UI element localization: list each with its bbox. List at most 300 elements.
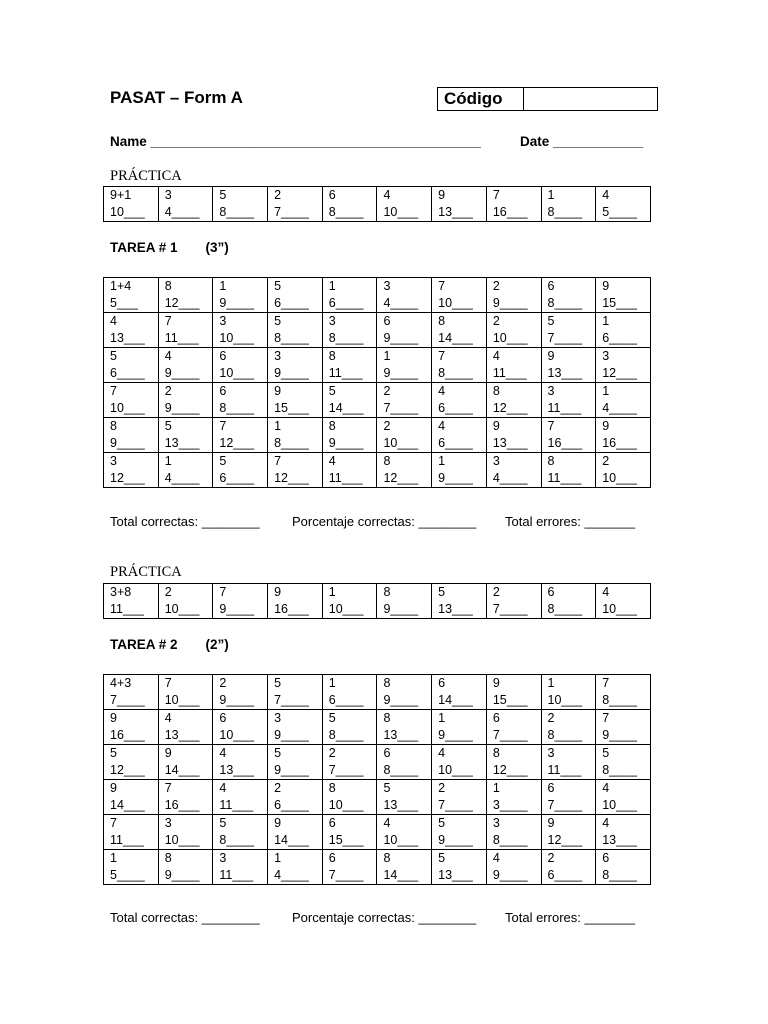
sum-answer: 7____ xyxy=(492,602,528,616)
number-cell[interactable] xyxy=(432,453,487,488)
number-cell[interactable] xyxy=(596,278,651,313)
number-cell[interactable] xyxy=(541,383,596,418)
sum-answer: 9____ xyxy=(164,868,200,882)
number-cell[interactable] xyxy=(541,780,596,815)
table-row xyxy=(104,780,651,815)
number-cell[interactable] xyxy=(486,675,541,710)
stimulus-number: 6 xyxy=(383,314,391,328)
number-cell[interactable] xyxy=(596,780,651,815)
number-cell[interactable] xyxy=(322,850,377,885)
number-cell[interactable] xyxy=(486,780,541,815)
codigo-field[interactable] xyxy=(524,88,657,110)
stimulus-number: 2 xyxy=(492,279,500,293)
number-cell[interactable] xyxy=(432,815,487,850)
number-cell[interactable] xyxy=(158,383,213,418)
task-1-heading xyxy=(110,240,229,255)
stimulus-number: 3 xyxy=(547,746,555,760)
number-cell[interactable] xyxy=(268,418,323,453)
number-cell[interactable] xyxy=(104,453,159,488)
number-cell[interactable] xyxy=(213,453,268,488)
table-row xyxy=(104,745,651,780)
sum-answer: 9____ xyxy=(383,602,419,616)
sum-answer: 9____ xyxy=(383,693,419,707)
sum-answer: 4____ xyxy=(602,401,637,415)
number-cell[interactable] xyxy=(268,850,323,885)
sum-answer: 10___ xyxy=(383,436,419,450)
sum-answer: 12___ xyxy=(164,296,200,310)
number-cell[interactable] xyxy=(596,418,651,453)
stimulus-number: 8 xyxy=(110,419,117,433)
stimulus-number: 7 xyxy=(438,279,446,293)
codigo-box xyxy=(437,87,658,111)
number-cell[interactable] xyxy=(377,850,432,885)
number-cell[interactable] xyxy=(486,348,541,383)
sum-answer: 8____ xyxy=(438,366,473,380)
stimulus-number: 3 xyxy=(328,314,336,328)
number-cell[interactable] xyxy=(486,745,541,780)
number-cell[interactable] xyxy=(596,383,651,418)
sum-answer: 14___ xyxy=(328,401,364,415)
stimulus-number: 6 xyxy=(547,781,555,795)
stimulus-number: 5 xyxy=(110,746,117,760)
number-cell[interactable] xyxy=(158,584,213,619)
stimulus-number: 3 xyxy=(383,279,391,293)
sum-answer: 13___ xyxy=(547,366,583,380)
sum-answer: 10___ xyxy=(328,798,364,812)
stimulus-number: 4 xyxy=(602,816,610,830)
sum-answer: 6____ xyxy=(328,296,364,310)
number-cell[interactable] xyxy=(322,710,377,745)
sum-answer: 10___ xyxy=(110,205,145,219)
number-cell[interactable] xyxy=(596,584,651,619)
number-cell[interactable] xyxy=(377,418,432,453)
number-cell[interactable] xyxy=(158,780,213,815)
table-row xyxy=(104,383,651,418)
sum-answer: 4____ xyxy=(274,868,309,882)
stimulus-number: 7 xyxy=(110,816,117,830)
stimulus-number: 6 xyxy=(219,349,227,363)
sum-answer: 13___ xyxy=(602,833,637,847)
number-cell[interactable] xyxy=(104,383,159,418)
sum-answer: 10___ xyxy=(219,331,255,345)
number-cell[interactable] xyxy=(213,383,268,418)
number-cell[interactable] xyxy=(322,780,377,815)
number-cell[interactable] xyxy=(104,313,159,348)
task-2-percent-correct[interactable]: Porcentaje correctas: ________ xyxy=(292,910,477,925)
sum-answer: 13___ xyxy=(383,798,419,812)
stimulus-number: 8 xyxy=(383,676,391,690)
number-cell[interactable] xyxy=(213,675,268,710)
stimulus-number: 4 xyxy=(438,419,446,433)
number-cell[interactable] xyxy=(432,383,487,418)
number-cell[interactable] xyxy=(268,313,323,348)
number-cell[interactable] xyxy=(541,815,596,850)
sum-answer: 10___ xyxy=(164,602,200,616)
stimulus-number: 6 xyxy=(328,188,336,202)
number-cell[interactable] xyxy=(268,675,323,710)
table-row xyxy=(104,850,651,885)
task-1-total-correct[interactable]: Total correctas: ________ xyxy=(110,514,260,529)
number-cell[interactable] xyxy=(213,850,268,885)
number-cell[interactable] xyxy=(541,348,596,383)
stimulus-number: 7 xyxy=(602,676,610,690)
stimulus-number: 1 xyxy=(274,851,282,865)
sum-answer: 12___ xyxy=(492,401,528,415)
number-cell[interactable] xyxy=(158,453,213,488)
sum-answer: 11___ xyxy=(219,798,254,812)
number-cell[interactable] xyxy=(377,780,432,815)
stimulus-number: 2 xyxy=(328,746,336,760)
codigo-label: Código xyxy=(438,88,524,110)
sum-answer: 6____ xyxy=(274,798,309,812)
number-cell[interactable] xyxy=(213,418,268,453)
number-cell[interactable] xyxy=(377,313,432,348)
sum-answer: 10___ xyxy=(602,471,637,485)
number-cell[interactable] xyxy=(432,418,487,453)
stimulus-number: 1 xyxy=(438,454,446,468)
number-cell[interactable] xyxy=(213,780,268,815)
sum-answer: 11___ xyxy=(110,833,144,847)
stimulus-number: 8 xyxy=(383,585,391,599)
number-cell[interactable] xyxy=(104,780,159,815)
stimulus-number: 1 xyxy=(602,314,610,328)
number-cell[interactable] xyxy=(322,313,377,348)
number-cell[interactable] xyxy=(432,313,487,348)
stimulus-number: 1 xyxy=(164,454,172,468)
number-cell[interactable] xyxy=(268,584,323,619)
stimulus-number: 7 xyxy=(602,711,610,725)
number-cell[interactable] xyxy=(432,850,487,885)
number-cell[interactable] xyxy=(541,278,596,313)
number-cell[interactable] xyxy=(596,745,651,780)
sum-answer: 10___ xyxy=(547,693,583,707)
number-cell[interactable] xyxy=(596,675,651,710)
stimulus-number: 9 xyxy=(274,585,282,599)
sum-answer: 9____ xyxy=(164,401,200,415)
number-cell[interactable] xyxy=(104,745,159,780)
sum-answer: 15___ xyxy=(602,296,637,310)
stimulus-number: 9 xyxy=(492,419,500,433)
stimulus-number: 2 xyxy=(164,384,172,398)
sum-answer: 6____ xyxy=(438,401,473,415)
number-cell[interactable] xyxy=(268,780,323,815)
number-cell[interactable] xyxy=(486,187,541,222)
number-cell[interactable] xyxy=(541,187,596,222)
number-cell[interactable] xyxy=(377,187,432,222)
stimulus-number: 6 xyxy=(438,676,446,690)
sum-answer: 12___ xyxy=(547,833,583,847)
sum-answer: 7____ xyxy=(274,205,309,219)
number-cell[interactable] xyxy=(377,710,432,745)
sum-answer: 11___ xyxy=(328,366,363,380)
number-cell[interactable] xyxy=(322,418,377,453)
number-cell[interactable] xyxy=(104,675,159,710)
stimulus-number: 1 xyxy=(438,711,446,725)
number-cell[interactable] xyxy=(486,453,541,488)
number-cell[interactable] xyxy=(541,453,596,488)
number-cell[interactable] xyxy=(596,815,651,850)
number-cell[interactable] xyxy=(377,584,432,619)
number-cell[interactable] xyxy=(158,313,213,348)
stimulus-number: 3 xyxy=(274,711,282,725)
number-cell[interactable] xyxy=(213,815,268,850)
sum-answer: 13___ xyxy=(492,436,528,450)
sum-answer: 12___ xyxy=(219,436,255,450)
stimulus-number: 7 xyxy=(274,454,282,468)
number-cell[interactable] xyxy=(268,383,323,418)
sum-answer: 9____ xyxy=(383,366,419,380)
sum-answer: 9____ xyxy=(274,728,309,742)
sum-answer: 6____ xyxy=(547,868,583,882)
number-cell[interactable] xyxy=(213,348,268,383)
stimulus-number: 7 xyxy=(164,781,172,795)
number-cell[interactable] xyxy=(541,584,596,619)
stimulus-number: 8 xyxy=(164,279,172,293)
number-cell[interactable] xyxy=(158,187,213,222)
stimulus-number: 9 xyxy=(547,816,555,830)
stimulus-number: 4 xyxy=(219,781,227,795)
number-cell[interactable] xyxy=(104,187,159,222)
number-cell[interactable] xyxy=(596,453,651,488)
stimulus-number: 5 xyxy=(274,746,282,760)
number-cell[interactable] xyxy=(377,278,432,313)
number-cell[interactable] xyxy=(432,780,487,815)
stimulus-number: 8 xyxy=(383,454,391,468)
stimulus-number: 5 xyxy=(164,419,172,433)
stimulus-number: 3 xyxy=(274,349,282,363)
number-cell[interactable] xyxy=(268,278,323,313)
number-cell[interactable] xyxy=(486,850,541,885)
stimulus-number: 7 xyxy=(547,419,555,433)
number-cell[interactable] xyxy=(596,187,651,222)
number-cell[interactable] xyxy=(596,313,651,348)
number-cell[interactable] xyxy=(322,453,377,488)
number-cell[interactable] xyxy=(377,348,432,383)
stimulus-number: 3 xyxy=(164,188,172,202)
number-cell[interactable] xyxy=(486,710,541,745)
stimulus-number: 2 xyxy=(383,384,391,398)
number-cell[interactable] xyxy=(486,278,541,313)
sum-answer: 10___ xyxy=(492,331,528,345)
number-cell[interactable] xyxy=(377,453,432,488)
stimulus-number: 2 xyxy=(164,585,172,599)
stimulus-number: 5 xyxy=(602,746,610,760)
stimulus-number: 7 xyxy=(110,384,117,398)
number-cell[interactable] xyxy=(541,745,596,780)
sum-answer: 15___ xyxy=(492,693,528,707)
sum-answer: 16___ xyxy=(164,798,200,812)
number-cell[interactable] xyxy=(268,187,323,222)
number-cell[interactable] xyxy=(432,187,487,222)
number-cell[interactable] xyxy=(432,584,487,619)
number-cell[interactable] xyxy=(322,675,377,710)
number-cell[interactable] xyxy=(158,348,213,383)
number-cell[interactable] xyxy=(213,278,268,313)
number-cell[interactable] xyxy=(596,348,651,383)
sum-answer: 13___ xyxy=(438,602,473,616)
sum-answer: 13___ xyxy=(164,436,200,450)
number-cell[interactable] xyxy=(541,710,596,745)
task-1-total-errors[interactable]: Total errores: _______ xyxy=(505,514,636,529)
number-cell[interactable] xyxy=(432,675,487,710)
number-cell[interactable] xyxy=(268,745,323,780)
number-cell[interactable] xyxy=(541,850,596,885)
sum-answer: 5___ xyxy=(110,296,138,310)
task-2-total-errors[interactable]: Total errores: _______ xyxy=(505,910,636,925)
stimulus-number: 8 xyxy=(547,454,555,468)
stimulus-number: 2 xyxy=(602,454,610,468)
number-cell[interactable] xyxy=(377,815,432,850)
sum-answer: 4____ xyxy=(383,296,419,310)
stimulus-number: 5 xyxy=(328,711,336,725)
number-cell[interactable] xyxy=(213,745,268,780)
number-cell[interactable] xyxy=(432,278,487,313)
sum-answer: 8____ xyxy=(492,833,528,847)
number-cell[interactable] xyxy=(486,815,541,850)
stimulus-number: 1 xyxy=(547,676,555,690)
stimulus-number: 1 xyxy=(219,279,227,293)
stimulus-number: 5 xyxy=(438,816,446,830)
number-cell[interactable] xyxy=(377,383,432,418)
sum-answer: 4____ xyxy=(164,471,200,485)
practice-2-label: PRÁCTICA xyxy=(110,564,182,580)
sum-answer: 8____ xyxy=(547,602,583,616)
number-cell[interactable] xyxy=(377,745,432,780)
number-cell[interactable] xyxy=(268,453,323,488)
number-cell[interactable] xyxy=(322,278,377,313)
number-cell[interactable] xyxy=(158,278,213,313)
number-cell[interactable] xyxy=(432,348,487,383)
sum-answer: 8____ xyxy=(328,728,364,742)
number-cell[interactable] xyxy=(268,815,323,850)
sum-answer: 9____ xyxy=(219,602,255,616)
sum-answer: 10___ xyxy=(602,798,637,812)
sum-answer: 10___ xyxy=(219,366,255,380)
number-cell[interactable] xyxy=(213,584,268,619)
stimulus-number: 8 xyxy=(438,314,446,328)
number-cell[interactable] xyxy=(486,584,541,619)
table-row xyxy=(104,187,651,222)
number-cell[interactable] xyxy=(213,710,268,745)
sum-answer: 13___ xyxy=(110,331,145,345)
task-1-label: TAREA # 1 xyxy=(110,240,178,255)
number-cell[interactable] xyxy=(268,710,323,745)
number-cell[interactable] xyxy=(268,348,323,383)
stimulus-number: 6 xyxy=(328,816,336,830)
stimulus-number: 4 xyxy=(602,781,610,795)
stimulus-number: 2 xyxy=(492,314,500,328)
number-cell[interactable] xyxy=(213,313,268,348)
number-cell[interactable] xyxy=(486,383,541,418)
stimulus-number: 2 xyxy=(274,781,282,795)
task-2-total-correct[interactable]: Total correctas: ________ xyxy=(110,910,260,925)
number-cell[interactable] xyxy=(213,187,268,222)
stimulus-number: 9 xyxy=(164,746,172,760)
number-cell[interactable] xyxy=(322,584,377,619)
number-cell[interactable] xyxy=(322,348,377,383)
sum-answer: 9____ xyxy=(438,833,473,847)
sum-answer: 14___ xyxy=(438,693,473,707)
sum-answer: 6____ xyxy=(110,366,145,380)
sum-answer: 5____ xyxy=(110,868,145,882)
number-cell[interactable] xyxy=(158,675,213,710)
number-cell[interactable] xyxy=(432,710,487,745)
number-cell[interactable] xyxy=(158,418,213,453)
sum-answer: 8____ xyxy=(547,296,583,310)
stimulus-number: 4 xyxy=(164,349,172,363)
sum-answer: 9____ xyxy=(328,436,364,450)
sum-answer: 7____ xyxy=(547,798,583,812)
number-cell[interactable] xyxy=(104,815,159,850)
number-cell[interactable] xyxy=(322,187,377,222)
number-cell[interactable] xyxy=(541,675,596,710)
number-cell[interactable] xyxy=(158,710,213,745)
number-cell[interactable] xyxy=(104,584,159,619)
stimulus-number: 4 xyxy=(438,384,446,398)
number-cell[interactable] xyxy=(158,815,213,850)
sum-answer: 6____ xyxy=(328,693,364,707)
table-row xyxy=(104,584,651,619)
stimulus-number: 4 xyxy=(438,746,446,760)
task-1-percent-correct[interactable]: Porcentaje correctas: ________ xyxy=(292,514,477,529)
sum-answer: 8____ xyxy=(219,401,255,415)
number-cell[interactable] xyxy=(158,745,213,780)
sum-answer: 9____ xyxy=(274,366,309,380)
sum-answer: 7____ xyxy=(492,728,528,742)
number-cell[interactable] xyxy=(596,710,651,745)
stimulus-number: 5 xyxy=(274,279,282,293)
stimulus-number: 2 xyxy=(219,676,227,690)
sum-answer: 4____ xyxy=(492,471,528,485)
number-cell[interactable] xyxy=(104,418,159,453)
number-cell[interactable] xyxy=(158,850,213,885)
number-cell[interactable] xyxy=(541,418,596,453)
sum-answer: 6____ xyxy=(602,331,637,345)
number-cell[interactable] xyxy=(377,675,432,710)
sum-answer: 13___ xyxy=(164,728,200,742)
number-cell[interactable] xyxy=(322,745,377,780)
sum-answer: 7____ xyxy=(274,693,309,707)
number-cell[interactable] xyxy=(432,745,487,780)
date-field[interactable]: Date ____________ xyxy=(520,134,644,149)
number-cell[interactable] xyxy=(322,383,377,418)
name-field[interactable]: Name ____________________________________________ xyxy=(110,134,481,149)
number-cell[interactable] xyxy=(541,313,596,348)
number-cell[interactable] xyxy=(104,850,159,885)
number-cell[interactable] xyxy=(104,278,159,313)
sum-answer: 6____ xyxy=(438,436,473,450)
task-2-seconds: (2”) xyxy=(205,637,229,652)
number-cell[interactable] xyxy=(486,313,541,348)
stimulus-number: 3 xyxy=(110,454,117,468)
sum-answer: 10___ xyxy=(110,401,145,415)
stimulus-number: 7 xyxy=(492,188,500,202)
sum-answer: 8____ xyxy=(547,205,583,219)
sum-answer: 15___ xyxy=(328,833,364,847)
number-cell[interactable] xyxy=(596,850,651,885)
number-cell[interactable] xyxy=(322,815,377,850)
stimulus-number: 4 xyxy=(164,711,172,725)
stimulus-number: 7 xyxy=(164,676,172,690)
sum-answer: 10___ xyxy=(164,693,200,707)
stimulus-number: 8 xyxy=(383,711,391,725)
sum-answer: 13___ xyxy=(438,868,473,882)
sum-answer: 14___ xyxy=(438,331,473,345)
number-cell[interactable] xyxy=(104,348,159,383)
number-cell[interactable] xyxy=(104,710,159,745)
sum-answer: 8____ xyxy=(219,833,255,847)
number-cell[interactable] xyxy=(486,418,541,453)
